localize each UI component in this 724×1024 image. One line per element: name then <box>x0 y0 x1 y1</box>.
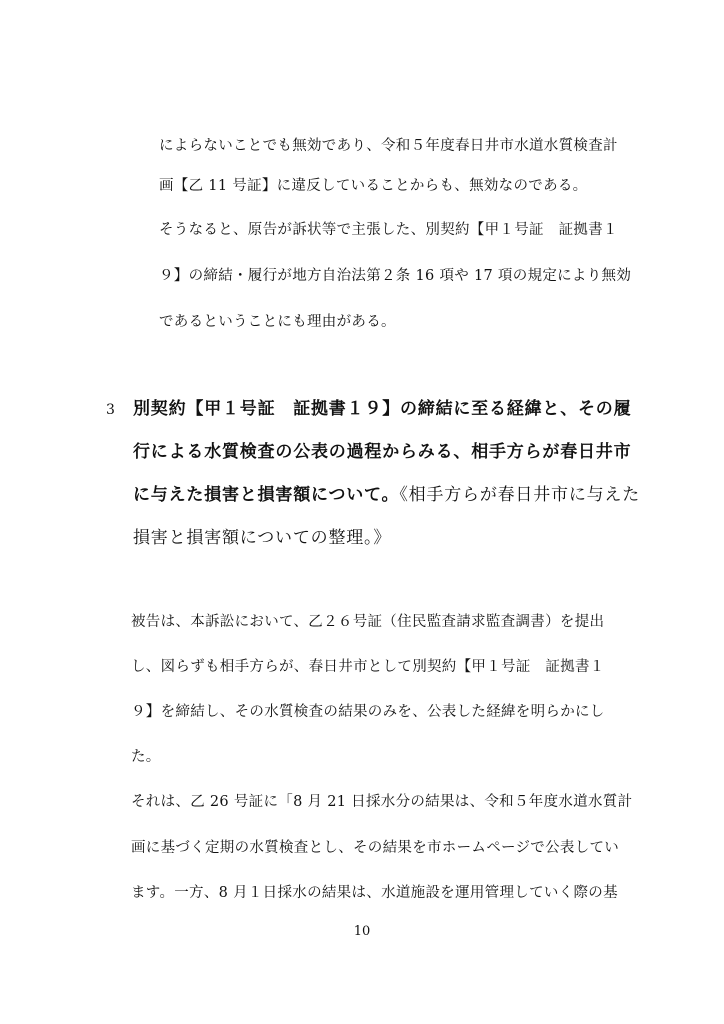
text-line: ９】を締結し、その水質検査の結果のみを、公表した経緯を明らかにし <box>131 704 605 720</box>
text-line: た。 <box>131 749 161 765</box>
section-heading-note: 《相手方らが春日井市に与えた <box>399 485 641 505</box>
text-line: 画に基づく定期の水質検査とし、その結果を市ホームページで公表してい <box>131 840 620 856</box>
text-line: によらないことでも無効であり、令和５年度春日井市水道水質検査計 <box>159 138 618 154</box>
section-heading-line: 行による水質検査の公表の過程からみる、相手方らが春日井市 <box>133 442 632 462</box>
section-heading-bold-part: に与えた損害と損害額について。 <box>133 485 400 505</box>
page-number: 10 <box>353 924 371 939</box>
section-heading-line <box>133 485 640 505</box>
section-heading-line: 別契約【甲１号証 証拠書１９】の締結に至る経緯と、その履 <box>133 399 632 419</box>
text-line: 被告は、本訴訟において、乙２６号証（住民監査請求監査調書）を提出 <box>131 614 605 630</box>
text-line: ９】の締結・履行が地方自治法第２条 16 項や 17 項の規定により無効 <box>159 268 632 284</box>
section-heading-note-line: 損害と損害額についての整理。》 <box>133 528 392 548</box>
text-line: 画【乙 11 号証】に違反していることからも、無効なのである。 <box>159 178 588 194</box>
section-number: 3 <box>106 402 115 418</box>
text-line: し、図らずも相手方らが、春日井市として別契約【甲１号証 証拠書１ <box>131 659 605 675</box>
text-line: そうなると、原告が訴状等で主張した、別契約【甲１号証 証拠書１ <box>159 222 618 238</box>
text-line: ます。一方、8 月１日採水の結果は、水道施設を運用管理していく際の基 <box>131 885 618 901</box>
text-line: であるということにも理由がある。 <box>159 314 396 330</box>
text-line: それは、乙 26 号証に「8 月 21 日採水分の結果は、令和５年度水道水質計 <box>131 794 633 810</box>
